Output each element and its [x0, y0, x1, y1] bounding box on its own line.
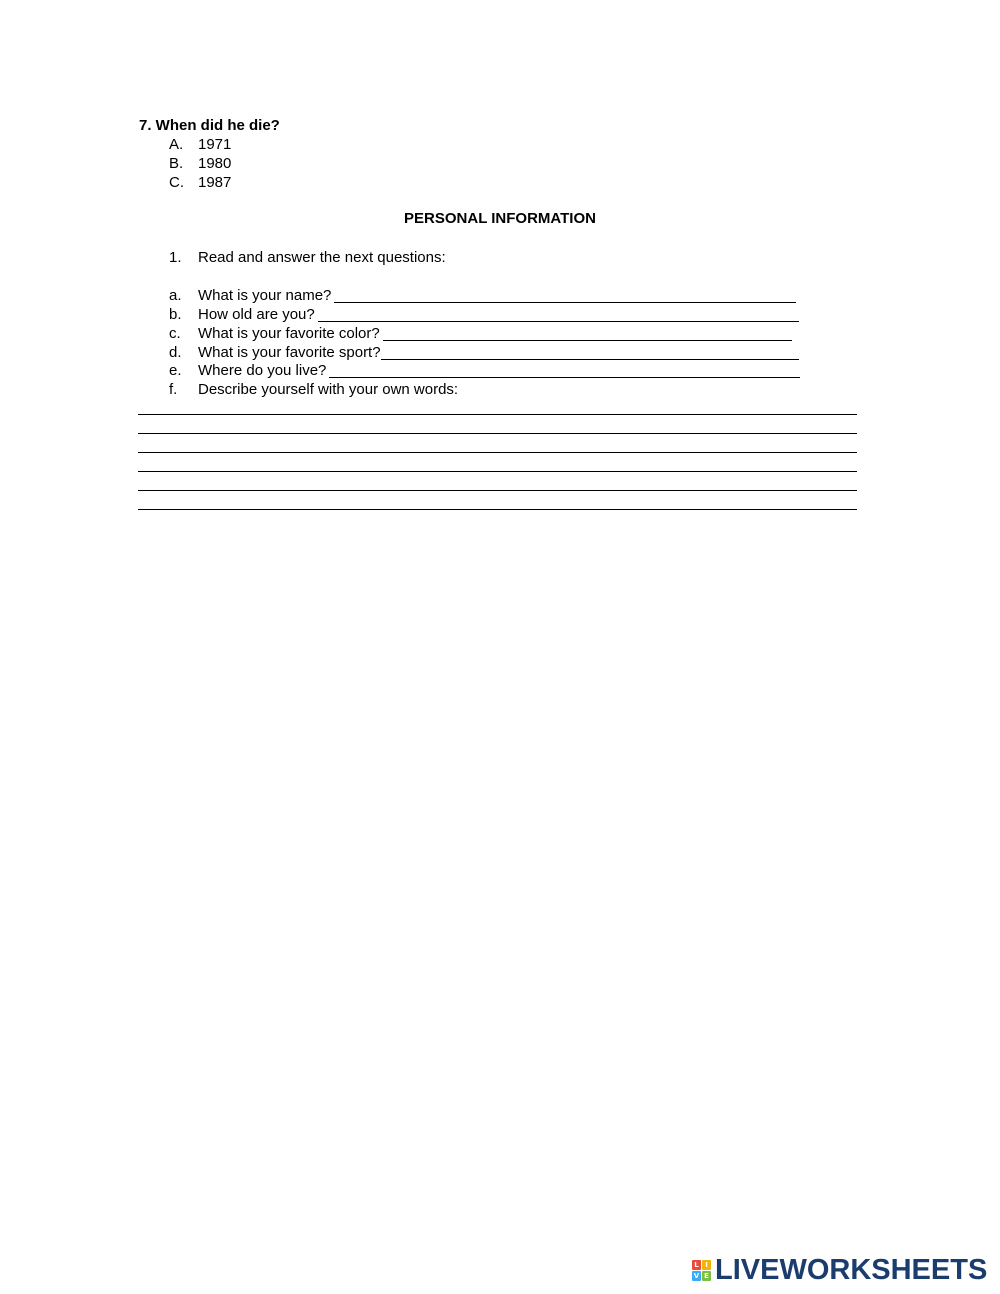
- item-label: a.: [169, 287, 182, 304]
- option-label: B.: [169, 155, 184, 172]
- logo-mark-i: I: [702, 1260, 711, 1270]
- logo-mark-icon: [692, 1260, 711, 1281]
- answer-blank-live[interactable]: [329, 377, 800, 378]
- question-sport: [169, 343, 799, 362]
- item-text: What is your favorite color?: [198, 325, 380, 342]
- question-age: [169, 305, 799, 324]
- answer-blank-age[interactable]: [318, 321, 799, 322]
- question-7-option-c: [169, 173, 231, 192]
- writing-line[interactable]: [138, 414, 857, 415]
- logo-mark-v: V: [693, 1271, 700, 1280]
- liveworksheets-logo: [692, 1256, 987, 1284]
- answer-blank-color[interactable]: [383, 340, 792, 341]
- writing-line[interactable]: [138, 471, 857, 472]
- question-name: [169, 286, 796, 305]
- item-text: Describe yourself with your own words:: [198, 381, 459, 398]
- answer-blank-sport[interactable]: [381, 359, 799, 360]
- logo-text: LIVEWORKSHEETS: [715, 1254, 988, 1286]
- item-text: How old are you?: [198, 306, 315, 323]
- question-7-title: 7. When did he die?: [139, 117, 280, 134]
- item-label: b.: [169, 306, 182, 323]
- option-label: C.: [169, 174, 184, 191]
- question-describe: [169, 380, 458, 399]
- question-color: [169, 324, 792, 343]
- writing-line[interactable]: [138, 509, 857, 510]
- answer-blank-name[interactable]: [334, 302, 796, 303]
- item-text: What is your name?: [198, 287, 332, 304]
- question-live: [169, 361, 800, 380]
- item-label: e.: [169, 362, 182, 379]
- option-text: 1980: [198, 155, 232, 172]
- item-label: d.: [169, 344, 182, 361]
- option-label: A.: [169, 136, 184, 153]
- item-text: Where do you live?: [198, 362, 327, 379]
- question-7-option-a: [169, 135, 231, 154]
- logo-mark-e: E: [702, 1271, 711, 1281]
- personal-information-heading: PERSONAL INFORMATION: [404, 210, 596, 227]
- item-label: c.: [169, 325, 181, 342]
- writing-line[interactable]: [138, 490, 857, 491]
- item-text: What is your favorite sport?: [198, 344, 381, 361]
- option-text: 1987: [198, 174, 232, 191]
- instruction-number: 1.: [169, 249, 182, 266]
- option-text: 1971: [198, 136, 232, 153]
- writing-line[interactable]: [138, 433, 857, 434]
- question-7-option-b: [169, 154, 231, 173]
- instruction-line: [169, 248, 446, 267]
- item-label: f.: [169, 381, 178, 398]
- instruction-text: Read and answer the next questions:: [198, 249, 446, 266]
- writing-line[interactable]: [138, 452, 857, 453]
- logo-mark-l: L: [692, 1260, 701, 1270]
